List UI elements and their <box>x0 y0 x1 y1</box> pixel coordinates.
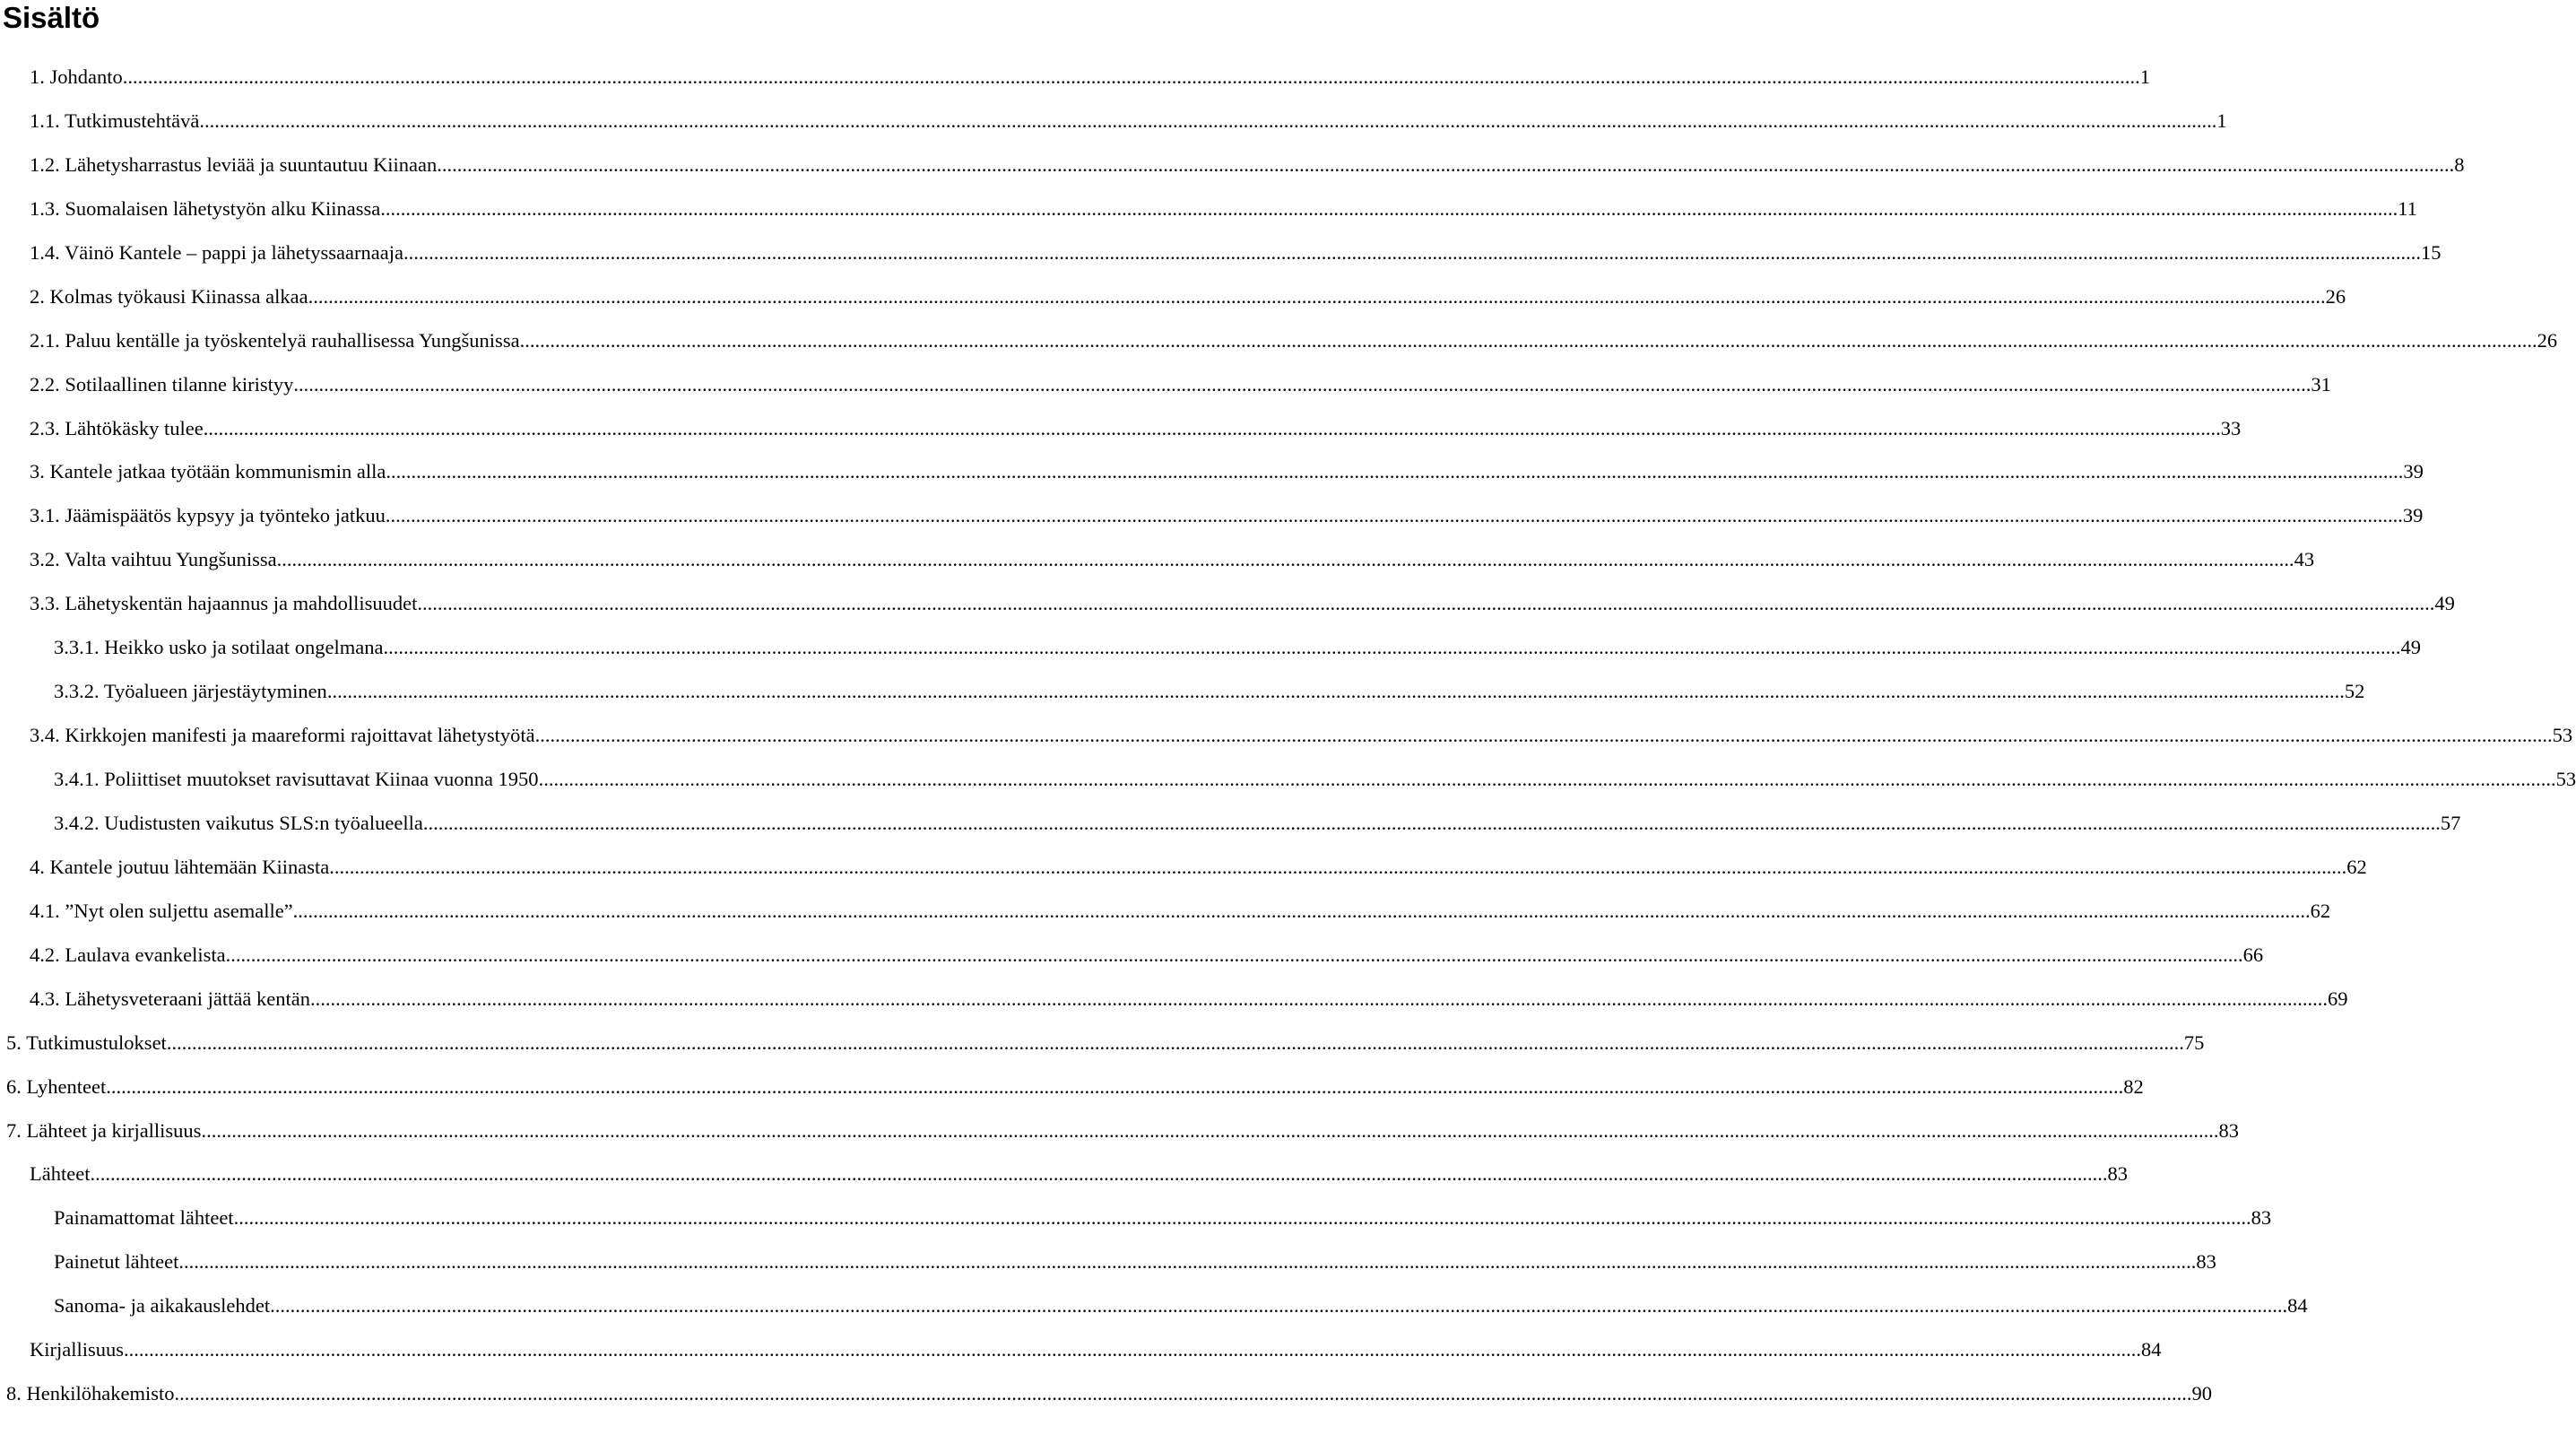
toc-entry[interactable] <box>0 367 2331 411</box>
toc-entry-page-number: 83 <box>2107 1162 2128 1186</box>
toc-entry[interactable] <box>0 718 2573 761</box>
toc-entry[interactable] <box>0 761 2576 805</box>
toc-entry[interactable] <box>0 542 2315 586</box>
toc-entry-page-number: 82 <box>2123 1074 2144 1098</box>
toc-entry-title: 1.1. Tutkimustehtävä <box>30 109 200 132</box>
dot-leader: ................................................................................................................................................................................................................................................................................................................................................................................................................ <box>308 284 2326 308</box>
toc-entry-page-number: 31 <box>2311 372 2331 396</box>
toc-entry-title: 4.2. Laulava evankelista <box>30 943 226 966</box>
dot-leader: ................................................................................................................................................................................................................................................................................................................................................................................................................ <box>233 1206 2251 1230</box>
toc-entry[interactable] <box>0 1376 2212 1420</box>
toc-entry[interactable] <box>0 674 2365 718</box>
toc-entry-page-number: 84 <box>2141 1338 2162 1361</box>
toc-entry[interactable] <box>0 805 2461 849</box>
dot-leader: ................................................................................................................................................................................................................................................................................................................................................................................................................ <box>326 680 2345 703</box>
dot-leader: ................................................................................................................................................................................................................................................................................................................................................................................................................ <box>203 416 2221 439</box>
toc-entry-page-number: 39 <box>2403 460 2424 483</box>
toc-entry[interactable] <box>0 1113 2239 1157</box>
toc-entry-page-number: 49 <box>2400 636 2421 659</box>
toc-entry[interactable] <box>0 893 2331 937</box>
toc-entry-title: Sanoma- ja aikakauslehdet <box>54 1294 271 1318</box>
toc-entry-page-number: 8 <box>2454 152 2465 176</box>
toc-entry-title: Kirjallisuus <box>30 1338 124 1361</box>
dot-leader: ................................................................................................................................................................................................................................................................................................................................................................................................................ <box>534 724 2553 747</box>
toc-entry-title: 3.4. Kirkkojen manifesti ja maareformi rajoittavat lähetystyötä <box>30 724 535 747</box>
toc-entry-title: 7. Lähteet ja kirjallisuus <box>6 1118 202 1142</box>
dot-leader: ................................................................................................................................................................................................................................................................................................................................................................................................................ <box>329 855 2347 878</box>
toc-entry-title: 2.1. Paluu kentälle ja työskentelyä rauhallisessa Yungšunissa <box>30 328 520 352</box>
toc-entry[interactable] <box>0 191 2417 235</box>
toc-entry-title: 5. Tutkimustulokset <box>6 1031 167 1054</box>
toc-entry-page-number: 53 <box>2555 768 2576 790</box>
dot-leader: ................................................................................................................................................................................................................................................................................................................................................................................................................ <box>201 1118 2219 1142</box>
dot-leader: ................................................................................................................................................................................................................................................................................................................................................................................................................ <box>380 196 2398 220</box>
toc-entry-title: 3.3.1. Heikko usko ja sotilaat ongelmana <box>54 636 384 659</box>
toc-entry[interactable] <box>0 59 2150 103</box>
toc-entry-page-number: 52 <box>2344 680 2365 703</box>
toc-entry[interactable] <box>0 454 2424 498</box>
toc-entry[interactable] <box>0 1156 2128 1200</box>
page-title: Sisältö <box>3 1 100 34</box>
toc-entry-page-number: 84 <box>2287 1294 2308 1318</box>
dot-leader: ................................................................................................................................................................................................................................................................................................................................................................................................................ <box>178 1250 2197 1274</box>
toc-entry-page-number: 26 <box>2325 284 2346 308</box>
toc-entry[interactable] <box>0 147 2465 191</box>
toc-entry[interactable] <box>0 1288 2308 1332</box>
toc-entry-page-number: 83 <box>2218 1118 2239 1142</box>
toc-entry-page-number: 69 <box>2327 987 2348 1010</box>
toc-entry-title: 1.2. Lähetysharrastus leviää ja suuntautuu Kiinaan <box>30 152 438 176</box>
toc-entry-title: 2.3. Lähtökäsky tulee <box>30 416 204 439</box>
toc-entry[interactable] <box>0 1332 2162 1376</box>
toc-entry-page-number: 83 <box>2196 1250 2216 1274</box>
toc-entry-title: 4.1. ”Nyt olen suljettu asemalle” <box>30 899 293 922</box>
toc-entry-title: 1.4. Väinö Kantele – pappi ja lähetyssaarnaaja <box>30 240 403 264</box>
toc-entry[interactable] <box>0 235 2442 279</box>
dot-leader: ................................................................................................................................................................................................................................................................................................................................................................................................................ <box>199 109 2217 132</box>
toc-entry-page-number: 26 <box>2537 328 2558 352</box>
dot-leader: ................................................................................................................................................................................................................................................................................................................................................................................................................ <box>403 240 2421 264</box>
toc-entry-page-number: 33 <box>2220 416 2242 439</box>
toc-entry-page-number: 15 <box>2420 240 2442 264</box>
toc-entry-title: 3.1. Jäämispäätös kypsyy ja työnteko jatkuu <box>30 504 386 527</box>
toc-entry-title: Painetut lähteet <box>54 1250 179 1274</box>
table-of-contents <box>0 59 2576 1420</box>
toc-entry[interactable] <box>0 1069 2144 1113</box>
toc-entry-page-number: 1 <box>2139 65 2150 88</box>
dot-leader: ................................................................................................................................................................................................................................................................................................................................................................................................................ <box>437 152 2455 176</box>
toc-entry-title: 3.3. Lähetyskentän hajaannus ja mahdollisuudet <box>30 592 418 615</box>
toc-entry-page-number: 1 <box>2216 109 2227 132</box>
toc-entry-title: 6. Lyhenteet <box>6 1074 107 1098</box>
toc-entry[interactable] <box>0 1200 2272 1244</box>
toc-entry[interactable] <box>0 411 2242 455</box>
toc-entry-page-number: 39 <box>2402 504 2424 527</box>
dot-leader: ................................................................................................................................................................................................................................................................................................................................................................................................................ <box>225 943 2243 966</box>
dot-leader: ................................................................................................................................................................................................................................................................................................................................................................................................................ <box>122 65 2140 88</box>
dot-leader: ................................................................................................................................................................................................................................................................................................................................................................................................................ <box>293 372 2311 396</box>
toc-entry-title: 8. Henkilöhakemisto <box>6 1382 175 1405</box>
toc-entry-title: 3.3.2. Työalueen järjestäytyminen <box>54 680 327 703</box>
toc-entry-page-number: 75 <box>2183 1031 2205 1054</box>
toc-entry-page-number: 66 <box>2242 943 2264 966</box>
toc-entry-title: Lähteet <box>30 1162 91 1186</box>
toc-entry[interactable] <box>0 323 2558 367</box>
toc-entry-page-number: 57 <box>2440 811 2461 834</box>
toc-entry-page-number: 11 <box>2398 196 2417 220</box>
dot-leader: ................................................................................................................................................................................................................................................................................................................................................................................................................ <box>417 592 2435 615</box>
toc-entry-title: 2.2. Sotilaallinen tilanne kiristyy <box>30 372 294 396</box>
toc-entry-page-number: 53 <box>2552 724 2573 747</box>
dot-leader: ................................................................................................................................................................................................................................................................................................................................................................................................................ <box>385 504 2403 527</box>
dot-leader: ................................................................................................................................................................................................................................................................................................................................................................................................................ <box>124 1338 2141 1361</box>
toc-entry-title: 1. Johdanto <box>30 65 123 88</box>
dot-leader: ................................................................................................................................................................................................................................................................................................................................................................................................................ <box>292 899 2311 922</box>
dot-leader: ................................................................................................................................................................................................................................................................................................................................................................................................................ <box>309 987 2328 1010</box>
toc-entry[interactable] <box>0 937 2264 981</box>
toc-entry-page-number: 62 <box>2310 899 2331 922</box>
toc-entry-page-number: 90 <box>2191 1382 2212 1405</box>
dot-leader: ................................................................................................................................................................................................................................................................................................................................................................................................................ <box>270 1294 2288 1318</box>
toc-entry-title: 3. Kantele jatkaa työtään kommunismin alla <box>30 460 386 483</box>
toc-entry-page-number: 62 <box>2346 855 2367 878</box>
toc-entry-title: 3.4.1. Poliittiset muutokset ravisuttavat Kiinaa vuonna 1950 <box>54 768 539 790</box>
dot-leader: ................................................................................................................................................................................................................................................................................................................................................................................................................ <box>106 1074 2124 1098</box>
toc-entry[interactable] <box>0 498 2424 542</box>
dot-leader: ................................................................................................................................................................................................................................................................................................................................................................................................................ <box>422 811 2441 834</box>
dot-leader: ................................................................................................................................................................................................................................................................................................................................................................................................................ <box>174 1382 2192 1405</box>
dot-leader: ................................................................................................................................................................................................................................................................................................................................................................................................................ <box>538 768 2556 790</box>
toc-entry-page-number: 49 <box>2434 592 2455 615</box>
dot-leader: ................................................................................................................................................................................................................................................................................................................................................................................................................ <box>276 548 2294 571</box>
toc-entry-title: 3.2. Valta vaihtuu Yungšunissa <box>30 548 277 571</box>
toc-entry[interactable] <box>0 1025 2205 1069</box>
toc-entry[interactable] <box>0 103 2227 147</box>
toc-entry-title: 3.4.2. Uudistusten vaikutus SLS:n työalueella <box>54 811 423 834</box>
toc-entry-page-number: 83 <box>2251 1206 2272 1230</box>
toc-entry-title: Painamattomat lähteet <box>54 1206 234 1230</box>
toc-entry-title: 4. Kantele joutuu lähtemään Kiinasta <box>30 855 330 878</box>
dot-leader: ................................................................................................................................................................................................................................................................................................................................................................................................................ <box>386 460 2404 483</box>
dot-leader: ................................................................................................................................................................................................................................................................................................................................................................................................................ <box>90 1162 2108 1186</box>
toc-entry-page-number: 43 <box>2294 548 2315 571</box>
toc-entry[interactable] <box>0 279 2346 323</box>
dot-leader: ................................................................................................................................................................................................................................................................................................................................................................................................................ <box>519 328 2537 352</box>
toc-entry[interactable] <box>0 630 2421 674</box>
toc-entry[interactable] <box>0 586 2455 630</box>
toc-entry-title: 1.3. Suomalaisen lähetystyön alku Kiinassa <box>30 196 381 220</box>
toc-entry-title: 2. Kolmas työkausi Kiinassa alkaa <box>30 284 308 308</box>
dot-leader: ................................................................................................................................................................................................................................................................................................................................................................................................................ <box>383 636 2401 659</box>
dot-leader: ................................................................................................................................................................................................................................................................................................................................................................................................................ <box>166 1031 2184 1054</box>
toc-entry-title: 4.3. Lähetysveteraani jättää kentän <box>30 987 310 1010</box>
toc-entry[interactable] <box>0 849 2367 893</box>
toc-entry[interactable] <box>0 981 2348 1025</box>
toc-entry[interactable] <box>0 1244 2216 1288</box>
